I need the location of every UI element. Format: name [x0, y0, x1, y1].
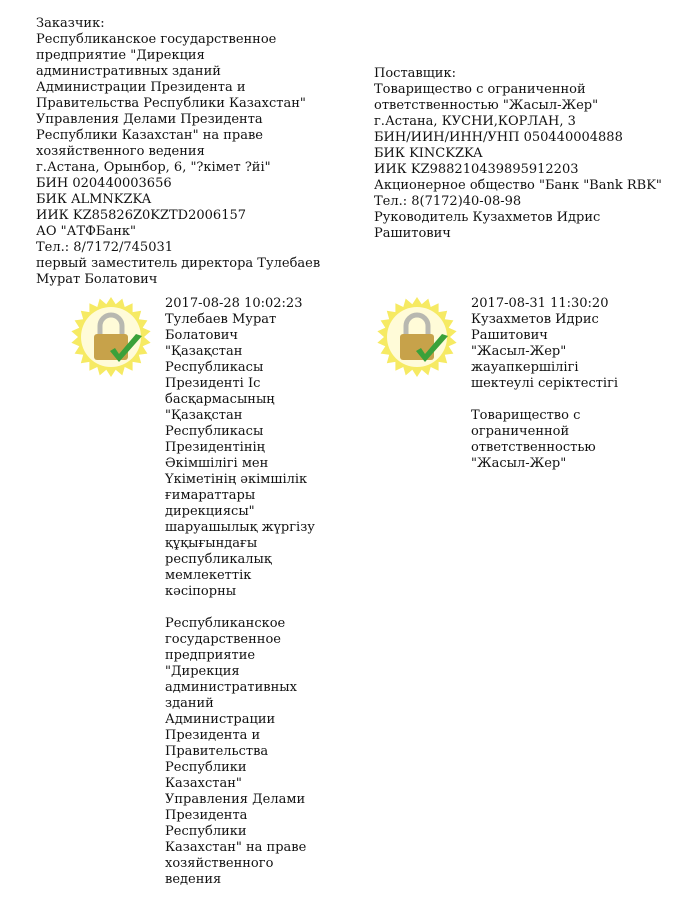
- signature-line: административных: [165, 680, 297, 695]
- signature-line: Товарищество с: [471, 408, 581, 423]
- supplier-line: Тел.: 8(7172)40-08-98: [374, 194, 522, 209]
- customer-line: административных зданий: [36, 64, 221, 79]
- signature-signer-kz: [471, 312, 618, 392]
- supplier-line: г.Астана, КУСНИ,КОРЛАН, 3: [374, 114, 576, 129]
- signature-line: ғимараттары: [165, 488, 256, 503]
- signature-line: Президента и: [165, 728, 261, 743]
- customer-line: АО "АТФБанк": [36, 224, 136, 239]
- signature-line: "Жасыл-Жер": [471, 456, 567, 471]
- signature-line: Республикасы: [165, 424, 264, 439]
- customer-line: Республики Казахстан" на праве: [36, 128, 263, 143]
- signature-line: "Қазақстан: [165, 344, 243, 359]
- signature-line: дирекциясы": [165, 504, 255, 519]
- signature-line: Республики: [165, 760, 247, 775]
- signature-seal-icon: [376, 296, 458, 378]
- signature-line: құқығындағы: [165, 536, 258, 551]
- customer-line: Управления Делами Президента: [36, 112, 263, 127]
- customer-line: Заказчик:: [36, 16, 105, 31]
- signature-line: ведения: [165, 872, 222, 887]
- signature-line: хозяйственного: [165, 856, 274, 871]
- signature-line: Республикасы: [165, 360, 264, 375]
- signature-line: ограниченной: [471, 424, 570, 439]
- signature-line: ответственностью: [471, 440, 596, 455]
- supplier-line: ответственностью "Жасыл-Жер": [374, 98, 599, 113]
- signature-line: "Дирекция: [165, 664, 240, 679]
- supplier-line: ИИК KZ988210439895912203: [374, 162, 579, 177]
- signature-line: шектеулі серіктестігі: [471, 376, 619, 391]
- signature-line: Республики: [165, 824, 247, 839]
- signature-line: Болатович: [165, 328, 238, 343]
- customer-line: Администрации Президента и: [36, 80, 246, 95]
- signature-line: Администрации: [165, 712, 276, 727]
- signature-customer-text: [165, 296, 315, 888]
- signature-timestamp: 2017-08-28 10:02:23: [165, 296, 303, 311]
- supplier-line: Товарищество с ограниченной: [374, 82, 586, 97]
- signature-line: Правительства: [165, 744, 269, 759]
- customer-line: г.Астана, Орынбор, 6, "?кімет ?йі": [36, 160, 271, 175]
- customer-line: хозяйственного ведения: [36, 144, 205, 159]
- signature-line: зданий: [165, 696, 214, 711]
- signature-line: Республиканское: [165, 616, 286, 631]
- signature-gap: [471, 392, 618, 408]
- signature-line: Үкіметінің әкімшілік: [165, 472, 308, 487]
- signature-line: Кузахметов Идрис: [471, 312, 599, 327]
- signature-line: Президенті Іс: [165, 376, 261, 391]
- signature-line: Президентінің: [165, 440, 265, 455]
- supplier-line: Рашитович: [374, 226, 451, 241]
- signature-line: Казахстан" на праве: [165, 840, 307, 855]
- signature-line: "Қазақстан: [165, 408, 243, 423]
- signature-supplier-text: [471, 296, 618, 472]
- supplier-line: Акционерное общество "Банк "Bank RBK": [374, 178, 662, 193]
- signature-signer-kz: [165, 312, 315, 600]
- supplier-line: БИН/ИИН/ИНН/УНП 050440004888: [374, 130, 623, 145]
- signature-gap: [165, 600, 315, 616]
- signature-line: Рашитович: [471, 328, 548, 343]
- supplier-block: [374, 66, 662, 242]
- signature-line: жауапкершілігі: [471, 360, 579, 375]
- customer-line: Республиканское государственное: [36, 32, 277, 47]
- signature-line: предприятие: [165, 648, 256, 663]
- customer-line: Правительства Республики Казахстан": [36, 96, 306, 111]
- signature-line: "Жасыл-Жер": [471, 344, 567, 359]
- signature-line: государственное: [165, 632, 281, 647]
- signature-line: басқармасының: [165, 392, 275, 407]
- customer-line: БИН 020440003656: [36, 176, 172, 191]
- signature-line: мемлекеттік: [165, 568, 252, 583]
- signature-seal-icon: [70, 296, 152, 378]
- customer-block: [36, 16, 320, 288]
- customer-line: БИК ALMNKZKA: [36, 192, 152, 207]
- customer-line: ИИК KZ85826Z0KZTD2006157: [36, 208, 247, 223]
- signature-timestamp: 2017-08-31 11:30:20: [471, 296, 609, 311]
- signature-line: Президента: [165, 808, 248, 823]
- supplier-line: Руководитель Кузахметов Идрис: [374, 210, 601, 225]
- signature-line: Тулебаев Мурат: [165, 312, 277, 327]
- customer-line: Мурат Болатович: [36, 272, 158, 287]
- signature-signer-ru: [165, 616, 315, 888]
- signature-line: республикалық: [165, 552, 272, 567]
- signature-line: кәсіпорны: [165, 584, 237, 599]
- signature-signer-ru: [471, 408, 618, 472]
- customer-line: Тел.: 8/7172/745031: [36, 240, 174, 255]
- supplier-line: Поставщик:: [374, 66, 456, 81]
- supplier-line: БИК KINCKZKA: [374, 146, 483, 161]
- customer-line: первый заместитель директора Тулебаев: [36, 256, 321, 271]
- customer-line: предприятие "Дирекция: [36, 48, 205, 63]
- signature-line: Казахстан": [165, 776, 242, 791]
- signature-line: шаруашылық жүргізу: [165, 520, 315, 535]
- signature-line: Управления Делами: [165, 792, 306, 807]
- signature-line: Әкімшілігі мен: [165, 456, 269, 471]
